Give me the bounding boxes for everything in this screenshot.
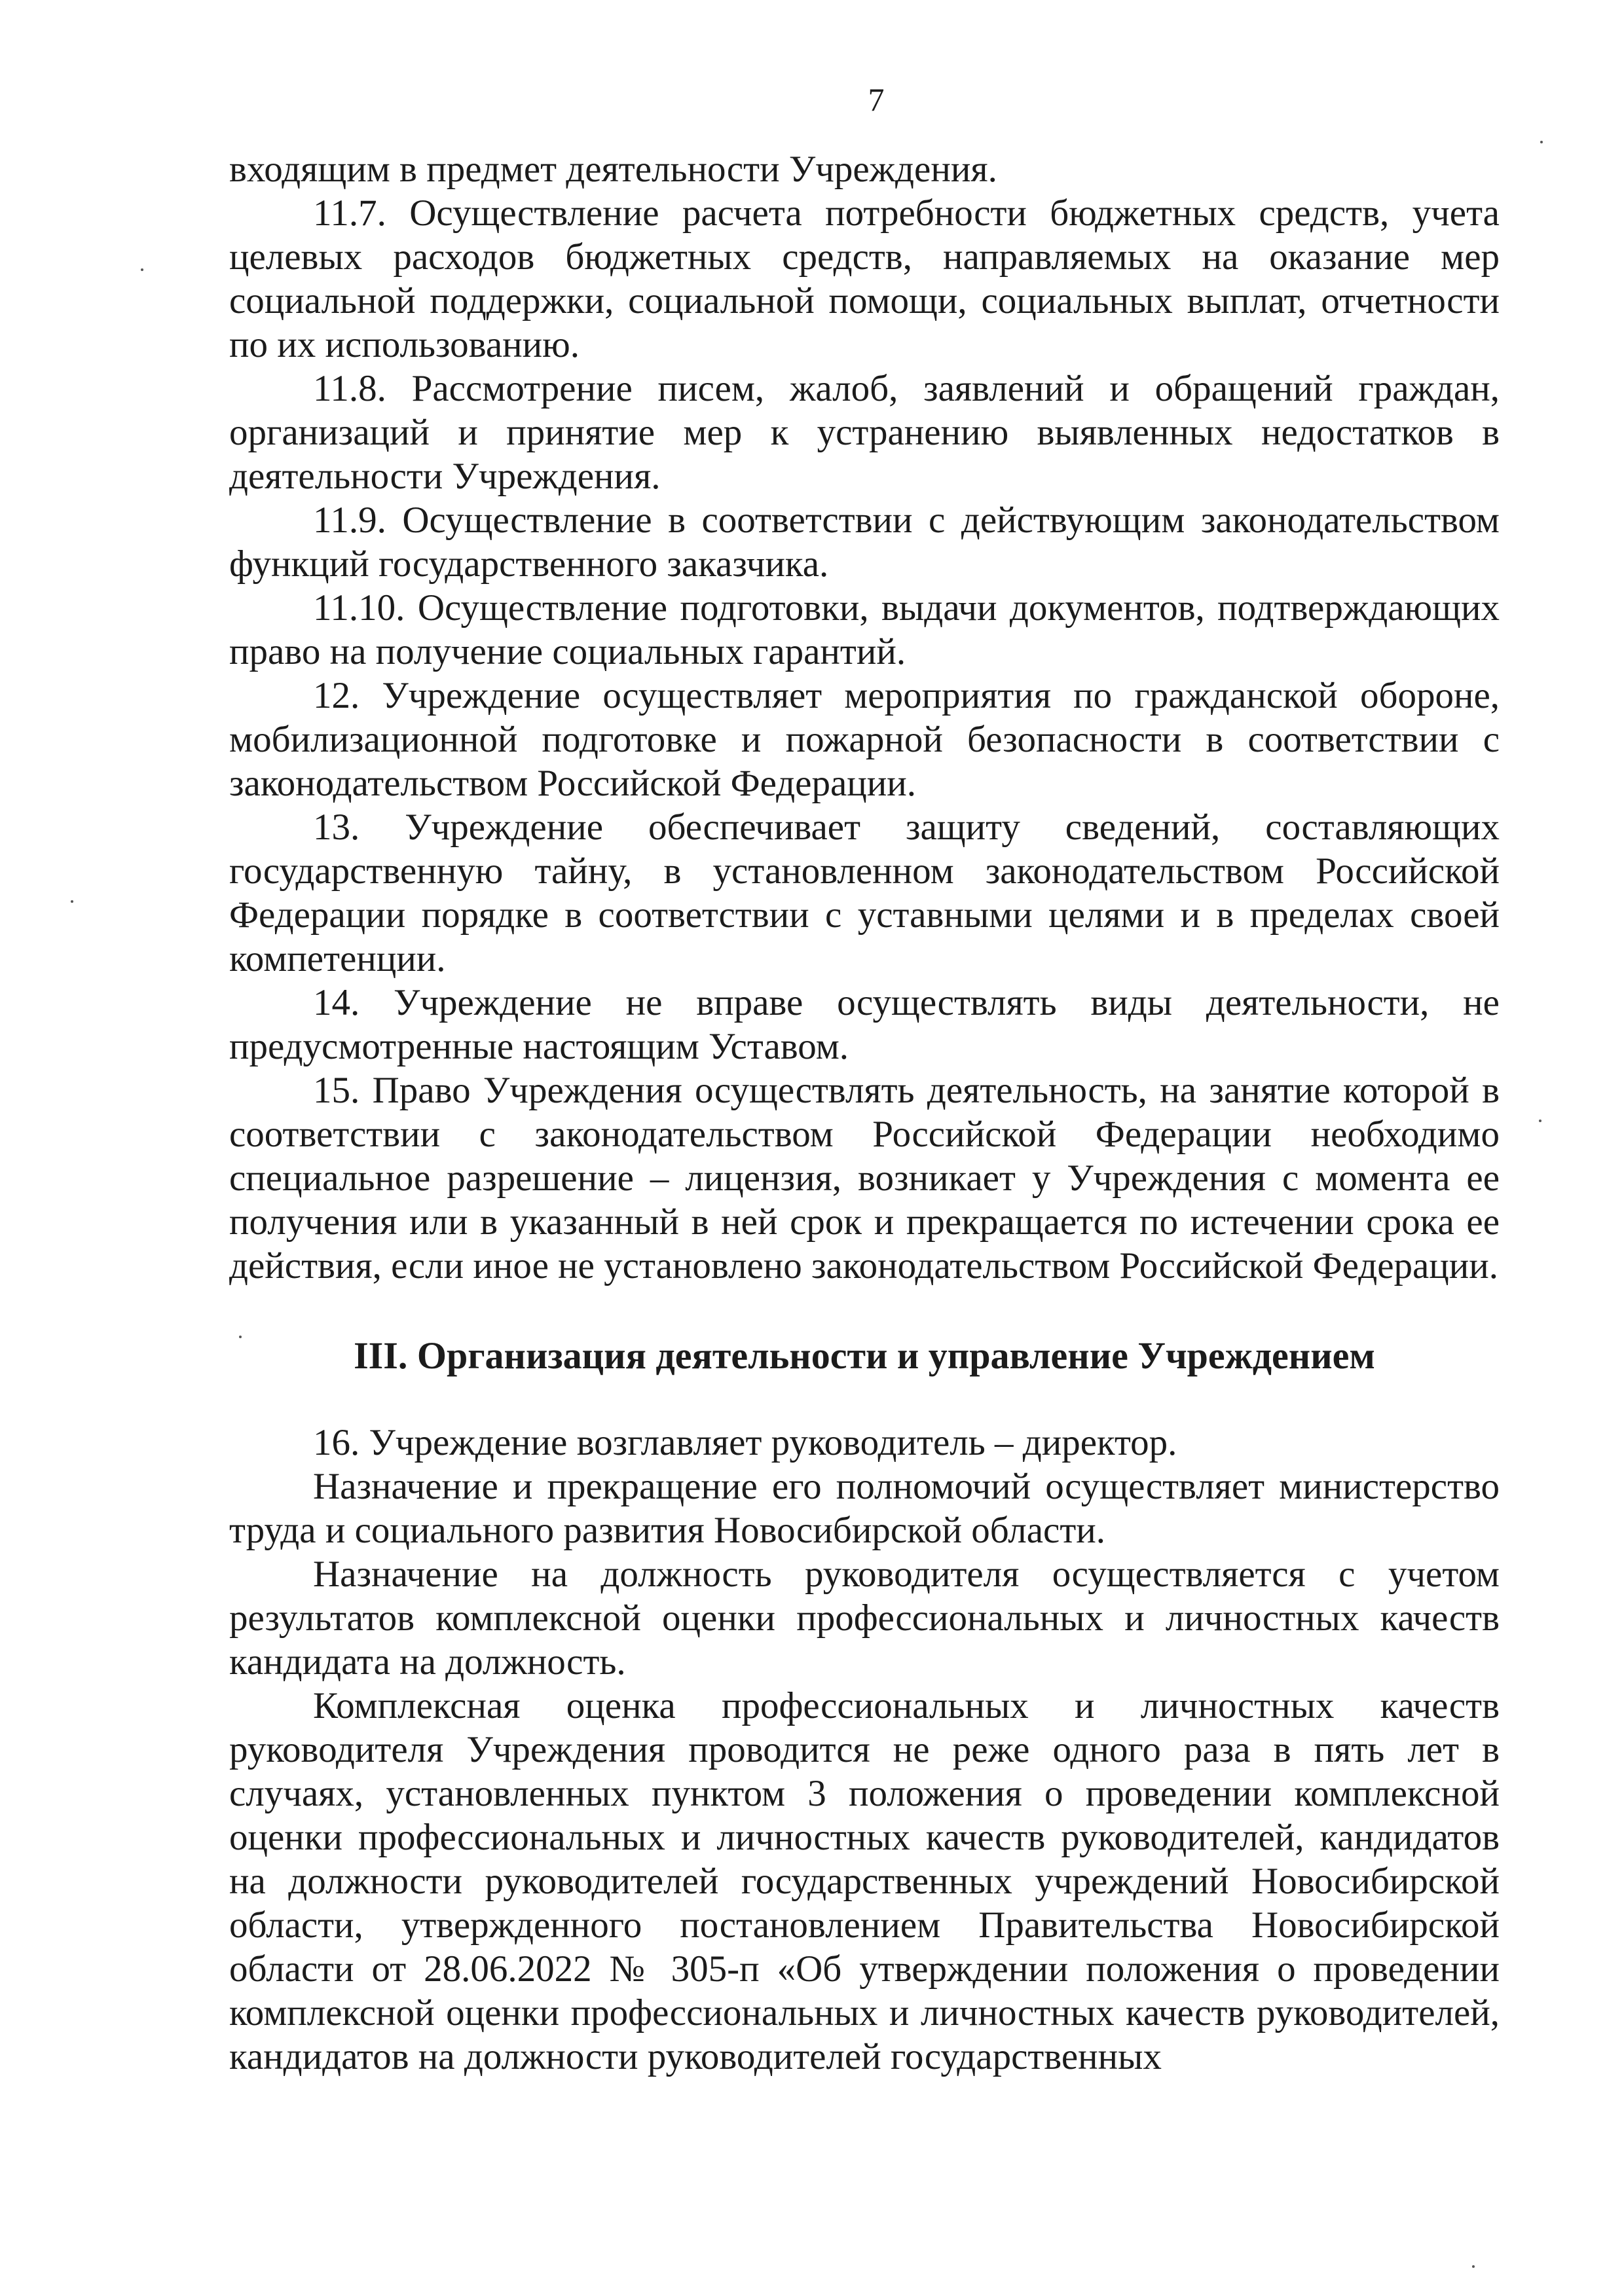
paragraph-appointment-criteria: Назначение на должность руководителя осуществляется с учетом результатов комплексной оценки профессиональных и личностных качеств кандидата на должность. xyxy=(229,1554,1500,1683)
paragraph-11-10: 11.10. Осуществление подготовки, выдачи документов, подтверждающих право на получение социальных гарантий. xyxy=(229,587,1500,672)
scan-speck xyxy=(239,1336,242,1338)
scan-speck xyxy=(1540,141,1543,143)
paragraph-continuation: входящим в предмет деятельности Учреждения. xyxy=(229,149,997,190)
paragraph-complex-assessment: Комплексная оценка профессиональных и личностных качеств руководителя Учреждения проводится не реже одного раза в пять лет в случаях, установленных пунктом 3 положения о проведении комплексной оценки профессиональных и личностных качеств руководителей, кандидатов на должности руководителей государственных учреждений Новосибирской области, утвержденного постановлением Правительства Новосибирской области от 28.06.2022 № 305-п «Об утверждении положения о проведении комплексной оценки профессиональных и личностных качеств руководителей, кандидатов на должности руководителей государственных xyxy=(229,1685,1500,2077)
section-heading: III. Организация деятельности и управление Учреждением xyxy=(354,1334,1375,1377)
paragraph-15: 15. Право Учреждения осуществлять деятельность, на занятие которой в соответствии с законодательством Российской Федерации необходимо специальное разрешение – лицензия, возникает у Учреждения с момента ее получения или в указанный в ней срок и прекращается по истечении срока ее действия, если иное не установлено законодательством Российской Федерации. xyxy=(229,1070,1500,1286)
paragraph-13: 13. Учреждение обеспечивает защиту сведений, составляющих государственную тайну, в установленном законодательством Российской Федерации порядке в соответствии с уставными целями и в пределах своей компетенции. xyxy=(229,807,1500,979)
scan-speck xyxy=(141,268,143,271)
paragraph-11-7: 11.7. Осуществление расчета потребности бюджетных средств, учета целевых расходов бюджетных средств, направляемых на оказание мер социальной поддержки, социальной помощи, социальных выплат, отчетности по их использованию. xyxy=(229,192,1500,365)
paragraph-appointment: Назначение и прекращение его полномочий осуществляет министерство труда и социального развития Новосибирской области. xyxy=(229,1466,1500,1551)
paragraph-16: 16. Учреждение возглавляет руководитель – директор. xyxy=(313,1422,1177,1463)
scan-speck xyxy=(1472,2265,1475,2268)
paragraph-11-8: 11.8. Рассмотрение писем, жалоб, заявлений и обращений граждан, организаций и принятие мер к устранению выявленных недостатков в деятельности Учреждения. xyxy=(229,368,1500,497)
paragraph-14: 14. Учреждение не вправе осуществлять виды деятельности, не предусмотренные настоящим Уставом. xyxy=(229,982,1500,1067)
scan-speck xyxy=(71,900,73,903)
document-body xyxy=(229,147,1500,2079)
paragraph-11-9: 11.9. Осуществление в соответствии с действующим законодательством функций государственного заказчика. xyxy=(229,500,1500,585)
paragraph-12: 12. Учреждение осуществляет мероприятия по гражданской обороне, мобилизационной подготовке и пожарной безопасности в соответствии с законодательством Российской Федерации. xyxy=(229,675,1500,804)
page-number: 7 xyxy=(868,81,885,118)
scan-speck xyxy=(1539,1120,1541,1122)
